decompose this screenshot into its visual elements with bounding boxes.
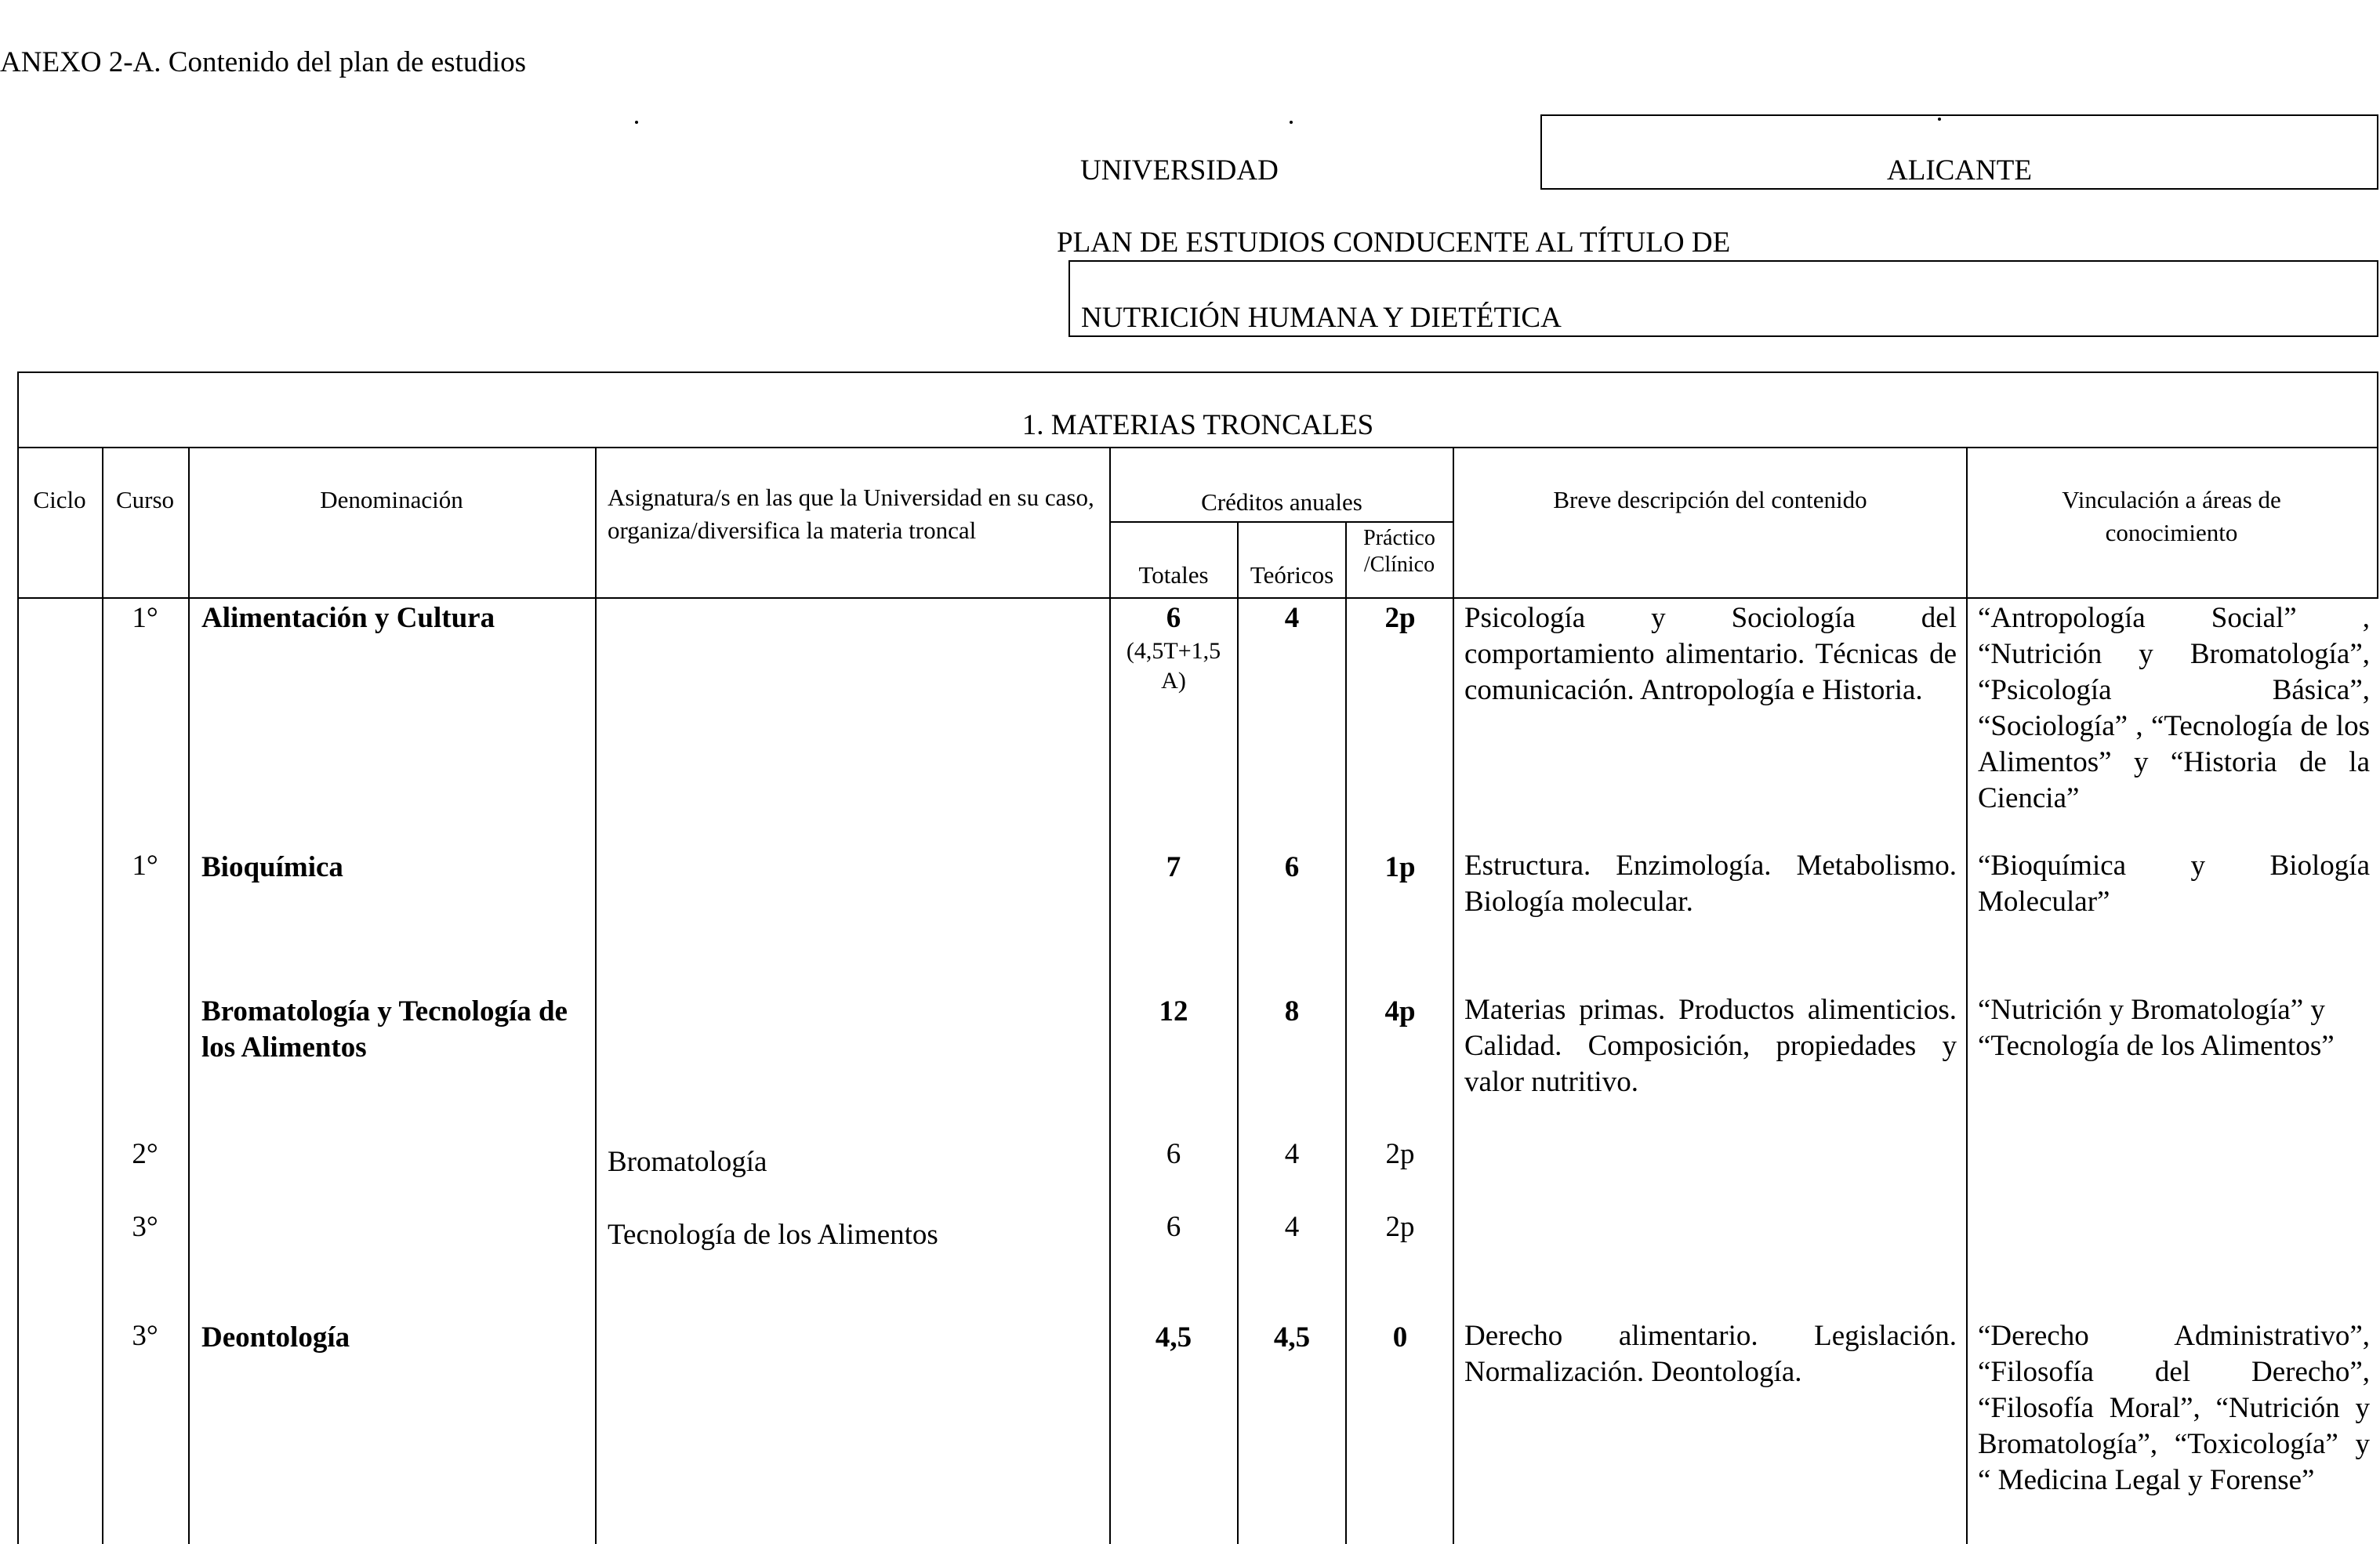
table-border bbox=[595, 447, 597, 1544]
col-header-asignaturas: Asignatura/s en las que la Universidad en su caso, organiza/diversifica la materia troncal bbox=[608, 484, 1094, 544]
table-border bbox=[2377, 372, 2378, 599]
table-border bbox=[1966, 447, 1968, 1544]
cell-curso: 3° bbox=[132, 1320, 158, 1352]
plan-value: NUTRICIÓN HUMANA Y DIETÉTICA bbox=[1081, 302, 1562, 334]
university-label: UNIVERSIDAD bbox=[1080, 154, 1279, 187]
section-title: 1. MATERIAS TRONCALES bbox=[1021, 409, 1374, 441]
university-value: ALICANTE bbox=[1887, 154, 2032, 187]
col-header-descripcion: Breve descripción del contenido bbox=[1553, 486, 1867, 513]
table-border bbox=[17, 447, 2378, 448]
col-header-denominacion: Denominación bbox=[320, 486, 463, 513]
col-header-totales: Totales bbox=[1138, 561, 1209, 589]
cell-totales: 6 bbox=[1166, 602, 1181, 634]
cell-denominacion: Alimentación y Cultura bbox=[201, 602, 495, 634]
cell-denominacion: Deontología bbox=[201, 1321, 350, 1354]
university-box bbox=[1540, 114, 2378, 190]
cell-totales: 6 bbox=[1166, 1211, 1181, 1243]
cell-asignatura: Tecnología de los Alimentos bbox=[608, 1219, 938, 1251]
table-border bbox=[1110, 521, 1453, 523]
cell-descripcion: Estructura. Enzimología. Metabolismo. Biología molecular. bbox=[1464, 850, 1957, 918]
cell-totales: 6 bbox=[1166, 1138, 1181, 1170]
cell-asignatura: Bromatología bbox=[608, 1146, 767, 1178]
table-border bbox=[17, 597, 2378, 599]
cell-teoricos: 4,5 bbox=[1273, 1321, 1311, 1354]
cell-denominacion: Bromatología y Tecnología de los Alimentos bbox=[201, 995, 568, 1064]
cell-vinculacion: “Bioquímica y Biología Molecular” bbox=[1978, 850, 2370, 918]
cell-totales: 7 bbox=[1166, 851, 1181, 883]
table-border bbox=[1345, 521, 1347, 1544]
cell-practico: 0 bbox=[1392, 1321, 1408, 1354]
cell-vinculacion: “Antropología Social” , “Nutrición y Bromatología”, “Psicología Básica”, “Sociología” , “Tecnología de los Alimentos” y “Historia de la Ciencia” bbox=[1978, 602, 2370, 814]
cell-descripcion: Materias primas. Productos alimenticios. Calidad. Composición, propiedades y valor nutritivo. bbox=[1464, 994, 1957, 1098]
col-header-creditos: Créditos anuales bbox=[1201, 488, 1362, 516]
cell-teoricos: 8 bbox=[1284, 995, 1300, 1028]
table-border bbox=[188, 447, 190, 1544]
table-border bbox=[17, 372, 2378, 373]
cell-teoricos: 4 bbox=[1284, 1211, 1300, 1243]
cell-curso: 1° bbox=[132, 602, 158, 634]
cell-descripcion: Psicología y Sociología del comportamiento alimentario. Técnicas de comunicación. Antropología e Historia. bbox=[1464, 602, 1957, 706]
cell-curso: 3° bbox=[132, 1211, 158, 1243]
plan-box bbox=[1068, 260, 2378, 337]
cell-descripcion: Derecho alimentario. Legislación. Normalización. Deontología. bbox=[1464, 1320, 1957, 1388]
stray-mark bbox=[635, 121, 638, 124]
table-border bbox=[1237, 521, 1239, 1544]
col-header-vinculacion: Vinculación a áreas de conocimiento bbox=[2062, 486, 2281, 546]
cell-practico: 1p bbox=[1384, 851, 1416, 883]
cell-curso: 2° bbox=[132, 1138, 158, 1170]
cell-teoricos: 4 bbox=[1284, 1138, 1300, 1170]
cell-totales: 4,5 bbox=[1155, 1321, 1192, 1354]
col-header-ciclo: Ciclo bbox=[33, 486, 86, 513]
cell-practico: 2p bbox=[1385, 1138, 1415, 1170]
cell-teoricos: 6 bbox=[1284, 851, 1300, 883]
col-header-teoricos: Teóricos bbox=[1250, 561, 1334, 589]
cell-totales-note: (4,5T+1,5 A) bbox=[1126, 638, 1221, 694]
col-header-curso: Curso bbox=[115, 486, 175, 513]
cell-vinculacion: “Derecho Administrativo”, “Filosofía del Derecho”, “Filosofía Moral”, “Nutrición y Bromatología”, “Toxicología” y “ Medicina Legal y Forense” bbox=[1978, 1320, 2370, 1496]
cell-totales: 12 bbox=[1159, 995, 1188, 1028]
cell-practico: 2p bbox=[1385, 1211, 1415, 1243]
stray-mark bbox=[1290, 121, 1293, 124]
table-border bbox=[17, 372, 19, 1544]
cell-practico: 4p bbox=[1384, 995, 1416, 1028]
cell-vinculacion: “Nutrición y Bromatología” y “Tecnología de los Alimentos” bbox=[1978, 994, 2335, 1062]
cell-denominacion: Bioquímica bbox=[201, 851, 343, 883]
col-header-practico: Práctico /Clínico bbox=[1363, 526, 1435, 577]
annex-title: ANEXO 2-A. Contenido del plan de estudios bbox=[0, 46, 527, 78]
cell-teoricos: 4 bbox=[1284, 602, 1300, 634]
cell-practico: 2p bbox=[1384, 602, 1416, 634]
cell-curso: 1° bbox=[132, 850, 158, 882]
plan-label: PLAN DE ESTUDIOS CONDUCENTE AL TÍTULO DE bbox=[1057, 227, 1731, 259]
